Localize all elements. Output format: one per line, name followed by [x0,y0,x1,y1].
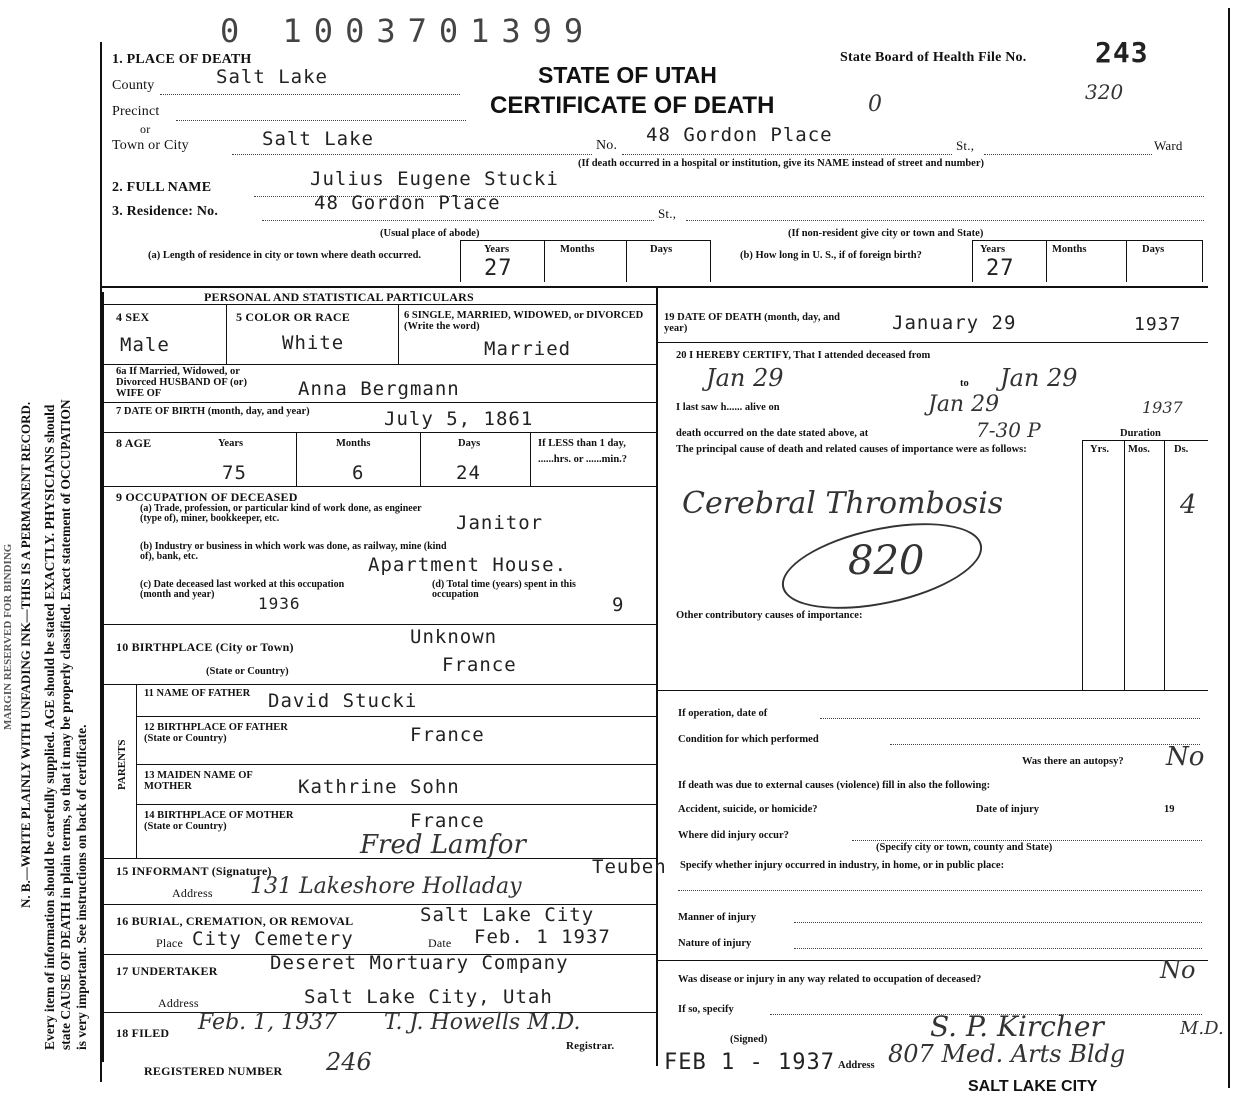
state-title: STATE OF UTAH [538,62,717,88]
burial-date-value: Feb. 1 1937 [474,926,611,948]
occupation-related-label: Was disease or injury in any way related to occupation of deceased? [678,974,982,985]
dob-row-bottom [104,432,656,433]
ward-line [984,154,1152,155]
mother-birthplace-value: France [410,810,485,832]
filed-label: 18 FILED [116,1026,170,1040]
residence-box-top-b [972,240,1202,241]
place-of-death-label: 1. PLACE OF DEATH [112,52,252,67]
nature-label: Nature of injury [678,938,752,949]
frame-divider-top [102,286,1208,288]
days-label-a: Days [650,244,673,255]
cause-duration: 4 [1180,490,1197,520]
dod-value: January 29 [892,312,1017,334]
age-days-label: Days [458,438,481,449]
if-so-label: If so, specify [678,1004,734,1015]
address-line [622,154,952,155]
city-line [232,154,592,155]
occurred-label: death occurred on the date stated above, at [676,428,869,439]
burial-label: 16 BURIAL, CREMATION, OR REMOVAL [116,914,354,928]
age-less-label: If LESS than 1 day, ......hrs. or ......min.? [538,438,628,465]
last-saw-value: Jan 29 [928,392,1000,417]
residence-nonres-line [686,220,1204,221]
spouse-row-bottom [104,402,656,403]
dod-year: 1937 [1134,314,1182,335]
hospital-note: (If death occurred in a hospital or institution, give its NAME instead of street and number) [578,158,985,169]
yrs-label: Yrs. [1090,444,1109,455]
filed-date: Feb. 1, 1937 [198,1010,338,1035]
spouse-value: Anna Bergmann [298,378,460,400]
age-col-1 [296,432,297,486]
age-months-value: 6 [352,462,365,484]
occupation-c-label: (c) Date deceased last worked at this occupation (month and year) [140,579,345,600]
manner-line [794,922,1202,923]
duration-col-2 [1124,440,1125,690]
birthplace-city-value: Unknown [410,626,498,648]
st-label: St., [956,138,975,153]
where-line [852,840,1202,841]
undertaker-value: Deseret Mortuary Company [270,952,569,974]
registered-number-label: REGISTERED NUMBER [144,1064,283,1078]
duration-col-3 [1164,440,1165,690]
age-col-3 [530,432,531,486]
mother-value: Kathrine Sohn [298,776,460,798]
burial-place-label: Place [156,936,183,950]
accident-label: Accident, suicide, or homicide? [678,804,818,815]
occupation-label: 9 OCCUPATION OF DECEASED [116,490,298,504]
dob-label: 7 DATE OF BIRTH (month, day, and year) [116,406,310,417]
cause-value: Cerebral Thrombosis [682,486,1004,521]
birthplace-row-bottom [104,684,656,685]
years-label-a: Years [484,244,510,255]
undertaker-address-label: Address [158,996,199,1010]
us-col-4 [1202,240,1203,282]
year-suffix: 1937 [1142,398,1183,417]
county-label: County [112,78,155,93]
signed-label: (Signed) [730,1034,768,1045]
length-years-value: 27 [484,256,513,281]
file-no: 243 [1095,36,1149,69]
residence-st-label: St., [658,206,677,221]
duration-label: Duration [1120,428,1161,439]
mother-row-bottom [136,804,656,805]
us-length-label: (b) How long in U. S., if of foreign birth? [740,250,922,261]
nonresident-label: (If non-resident give city or town and State) [788,228,984,239]
birthplace-country-value: France [442,654,517,676]
occupation-row-bottom [104,624,656,625]
us-col-2 [1046,240,1047,282]
certificate-title: CERTIFICATE OF DEATH [490,92,775,119]
informant-address: 131 Lakeshore Holladay [250,874,522,899]
registrar-label: Registrar. [566,1040,615,1052]
manner-label: Manner of injury [678,912,756,923]
handwritten-zero: 0 [868,92,882,117]
color-label: 5 COLOR OR RACE [236,310,351,324]
frame-inner-left [102,292,104,1062]
residence-col-4 [710,240,711,282]
side-note-permanent-record: N. B.—WRITE PLAINLY WITH UNFADING INK—THIS IS A PERMANENT RECORD. [18,401,33,908]
occupation-d-label: (d) Total time (years) spent in this occupation [432,579,576,600]
father-birthplace-value: France [410,724,485,746]
sex-label: 4 SEX [116,310,150,324]
county-line [160,94,460,95]
residence-line [262,220,654,221]
duration-header-rule [1082,440,1208,441]
specify-label: Specify whether injury occurred in industry, in home, or in public place: [680,860,1005,871]
age-col-2 [420,432,421,486]
signed-address: 807 Med. Arts Bldg [888,1040,1126,1068]
informant-signature: Fred Lamfor [360,830,526,860]
dod-label: 19 DATE OF DEATH (month, day, and year) [664,312,841,334]
father-bp-row-bottom [136,764,656,765]
sex-col [226,304,227,364]
burial-date-label: Date [428,936,452,950]
nature-line [794,948,1202,949]
age-years-value: 75 [222,462,247,484]
occupation-b-label: (b) Industry or business in which work was done, as railway, mine (kind of), bank, etc. [140,541,447,562]
side-instructions-1: Every item of information should be carefully supplied. AGE should be stated EXACTLY. PHYSICIANS should [42,404,57,1050]
us-col-1 [972,240,973,282]
ward-label: Ward [1154,138,1183,153]
serial-number: 0 1003701399 [220,12,596,50]
external-label: If death was due to external causes (violence) fill in also the following: [678,780,991,791]
mother-birthplace-label: 14 BIRTHPLACE OF MOTHER (State or Country) [144,810,294,832]
cause-code-circle [774,508,989,625]
mother-label: 13 MAIDEN NAME OF MOTHER [144,770,253,792]
informant-value: Teuben [592,856,667,878]
residence-col-3 [626,240,627,282]
us-col-3 [1126,240,1127,282]
father-birthplace-label: 12 BIRTHPLACE OF FATHER (State or Country) [144,722,288,744]
father-label: 11 NAME OF FATHER [144,688,251,699]
condition-label: Condition for which performed [678,734,819,745]
years-label-b: Years [980,244,1006,255]
parents-section-label: PARENTS [116,739,128,790]
cause-row-bottom [658,690,1208,691]
residence-label: 3. Residence: No. [112,204,219,219]
age-label: 8 AGE [116,436,152,450]
frame-right [1228,8,1230,1088]
months-label-b: Months [1052,244,1087,255]
sex-value: Male [120,334,170,356]
certify-label: 20 I HEREBY CERTIFY, That I attended deceased from [676,350,931,361]
injury-date-label: Date of injury [976,804,1039,815]
operation-line [820,718,1200,719]
side-margin-note: MARGIN RESERVED FOR BINDING [2,543,14,730]
other-causes-label: Other contributory causes of importance: [676,610,863,621]
spouse-label: 6a If Married, Widowed, or Divorced HUSBAND OF (or) WIFE OF [116,366,247,399]
cause-code: 820 [848,538,925,584]
death-time: 7-30 P [976,418,1041,442]
dod-row-bottom [658,342,1208,343]
signed-suffix: M.D. [1180,1018,1224,1039]
father-value: David Stucki [268,690,418,712]
city-label: Town or City [112,138,189,153]
informant-address-label: Address [172,886,213,900]
side-instructions-2: state CAUSE OF DEATH in plain terms, so that it may be properly classified. Exact statement of OCCUPATION [58,399,73,1050]
us-years-value: 27 [986,256,1015,281]
city-value: Salt Lake [262,128,374,150]
length-residence-label: (a) Length of residence in city or town where death occurred. [148,250,422,261]
birthplace-state-label: (State or Country) [206,666,289,677]
color-col [398,304,399,364]
cause-label: The principal cause of death and related causes of importance were as follows: [676,444,1027,455]
frame-divider-middle [656,286,658,1066]
age-months-label: Months [336,438,371,449]
or-label: or [140,122,151,136]
stamp-date: FEB 1 - 1937 [664,1050,835,1075]
burial-value: Salt Lake City [420,904,595,926]
city-stamp: SALT LAKE CITY [968,1078,1098,1095]
signed-address-label: Address [838,1060,875,1071]
color-value: White [282,332,345,354]
occupation-a-value: Janitor [456,512,544,534]
precinct-line [176,120,466,121]
occupation-c-value: 1936 [258,594,301,613]
county-value: Salt Lake [216,66,328,88]
attended-from: Jan 29 [706,364,784,392]
handwritten-file-no: 320 [1085,80,1124,104]
days-label-b: Days [1142,244,1165,255]
attended-to-label: to [960,378,969,389]
full-name-label: 2. FULL NAME [112,180,212,195]
personal-header: PERSONAL AND STATISTICAL PARTICULARS [204,290,474,304]
parents-col [136,684,137,858]
age-days-value: 24 [456,462,481,484]
side-instructions-3: is very important. See instructions on back of certificate. [74,724,89,1050]
marital-label: 6 SINGLE, MARRIED, WIDOWED, or DIVORCED (Write the word) [404,310,644,332]
injury-year: 19 [1164,804,1175,815]
mos-label: Mos. [1128,444,1150,455]
attended-to: Jan 29 [1000,364,1078,392]
ds-label: Ds. [1174,444,1189,455]
birthplace-label: 10 BIRTHPLACE (City or Town) [116,640,294,654]
file-no-label: State Board of Health File No. [840,50,1027,65]
undertaker-address: Salt Lake City, Utah [304,986,553,1008]
father-row-bottom [136,716,656,717]
sex-row-bottom [104,364,656,365]
address-value: 48 Gordon Place [646,124,833,146]
autopsy-value: No [1166,742,1205,772]
condition-line [890,744,1200,745]
autopsy-label: Was there an autopsy? [1022,756,1124,767]
age-row-bottom [104,486,656,487]
no-label: No. [596,138,618,153]
registered-number-value: 246 [326,1048,372,1076]
burial-place-value: City Cemetery [192,928,354,950]
operation-label: If operation, date of [678,708,768,719]
residence-col-1 [460,240,461,282]
duration-col-1 [1082,440,1083,690]
last-saw-label: I last saw h...... alive on [676,402,780,413]
residence-col-2 [544,240,545,282]
age-years-label: Years [218,438,244,449]
filed-signer: T. J. Howells M.D. [384,1010,581,1035]
usual-abode-label: (Usual place of abode) [380,228,480,239]
residence-box-top [460,240,710,241]
occupation-a-label: (a) Trade, profession, or particular kind of work done, as engineer (type of), miner, bookkeeper, etc. [140,503,422,524]
informant-label: 15 INFORMANT (Signature) [116,864,272,878]
undertaker-label: 17 UNDERTAKER [116,964,218,978]
occupation-b-value: Apartment House. [368,554,568,576]
injury-row-bottom [658,960,1208,961]
occupation-d-value: 9 [612,594,625,616]
where-note: (Specify city or town, county and State) [876,842,1053,853]
personal-header-rule [104,304,656,305]
months-label-a: Months [560,244,595,255]
specify-line [678,890,1202,891]
signed-value: S. P. Kircher [930,1010,1104,1043]
precinct-label: Precinct [112,104,160,119]
occupation-related-value: No [1160,956,1196,984]
where-label: Where did injury occur? [678,830,789,841]
marital-value: Married [484,338,572,360]
full-name-value: Julius Eugene Stucki [310,168,559,190]
dob-value: July 5, 1861 [384,408,534,430]
residence-value: 48 Gordon Place [314,192,501,214]
